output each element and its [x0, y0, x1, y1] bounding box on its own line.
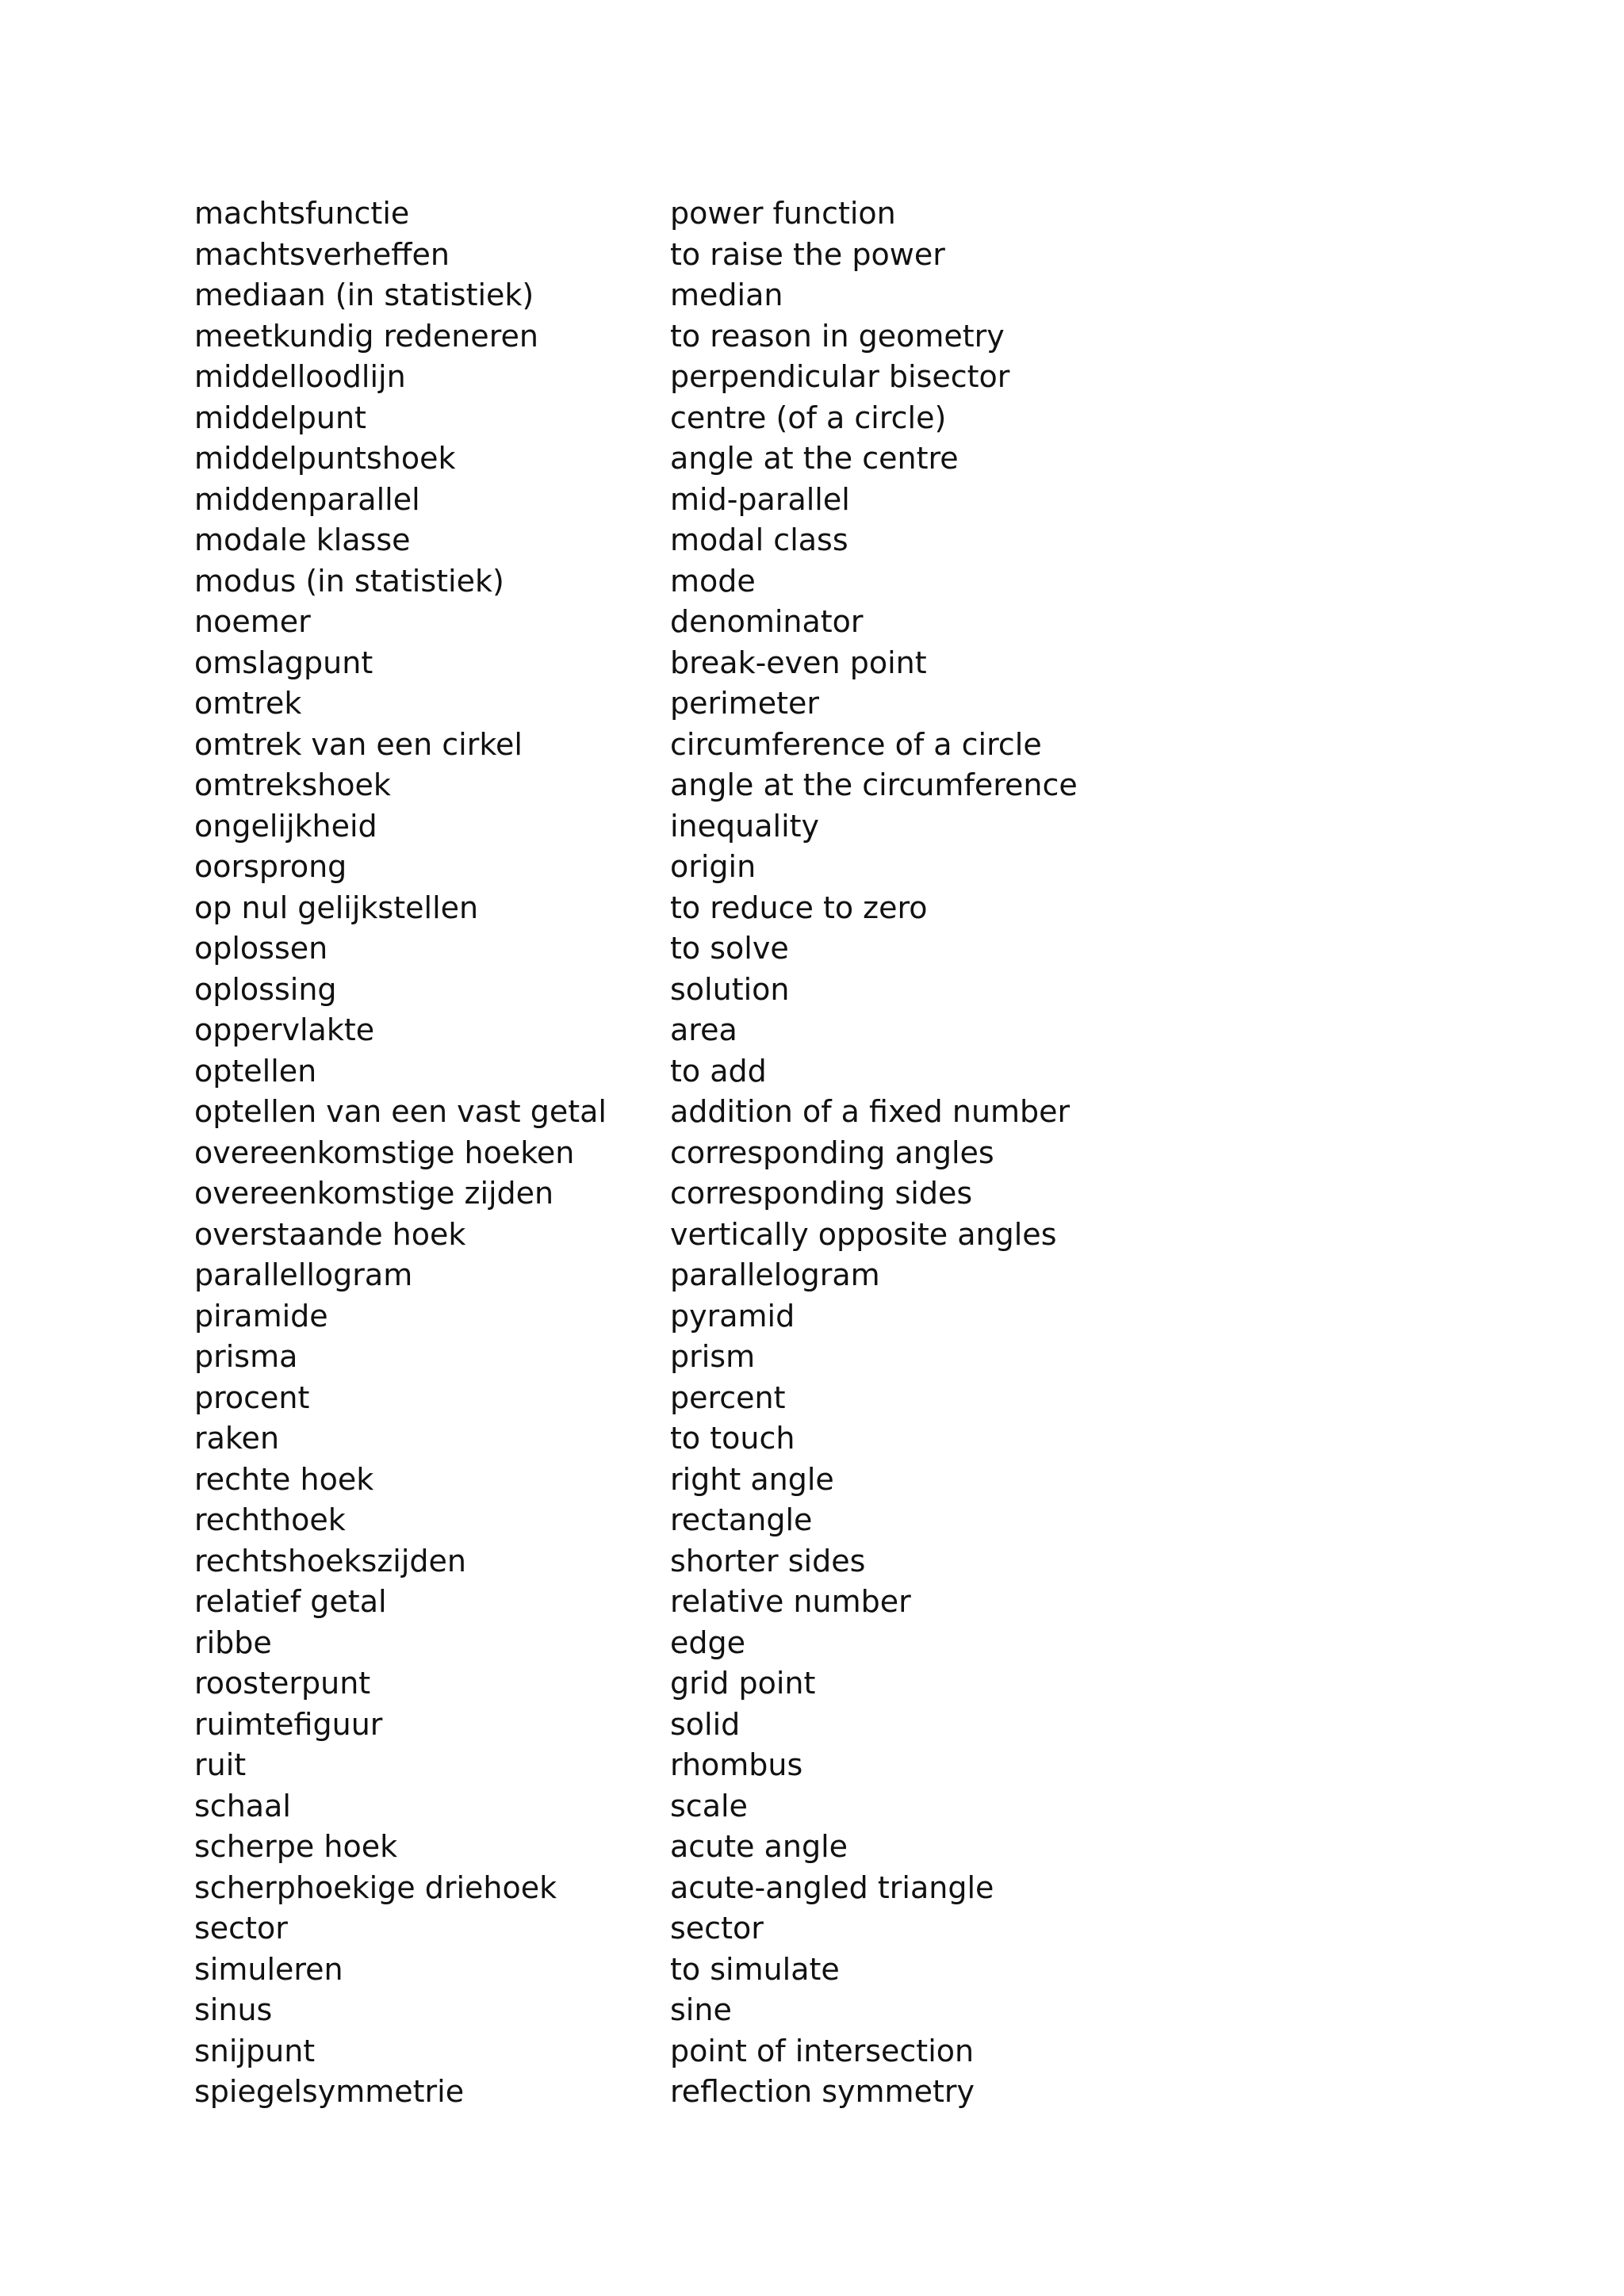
glossary-row: [194, 2031, 1463, 2072]
glossary-row: [194, 1215, 1463, 1256]
english-translation: addition of a fixed number: [670, 1094, 1071, 1129]
glossary-row: [194, 1582, 1463, 1623]
english-translation: parallelogram: [670, 1257, 880, 1292]
english-translation: edge: [670, 1624, 745, 1660]
glossary-row: [194, 1337, 1463, 1378]
glossary-row: [194, 888, 1463, 929]
dutch-term: sinus: [194, 1992, 273, 2027]
english-translation: angle at the circumference: [670, 767, 1078, 802]
english-translation: mid-parallel: [670, 481, 850, 517]
english-translation: corresponding angles: [670, 1135, 994, 1170]
dutch-term: meetkundig redeneren: [194, 318, 538, 354]
dutch-term: omtrekshoek: [194, 767, 391, 802]
english-translation: rectangle: [670, 1502, 813, 1537]
dutch-term: piramide: [194, 1298, 328, 1334]
glossary-row: [194, 1051, 1463, 1093]
english-translation: prism: [670, 1339, 756, 1374]
dutch-term: oorsprong: [194, 849, 347, 884]
glossary-row: [194, 1092, 1463, 1133]
dutch-term: roosterpunt: [194, 1666, 371, 1701]
english-translation: acute angle: [670, 1829, 848, 1864]
english-translation: vertically opposite angles: [670, 1216, 1057, 1252]
dutch-term: spiegelsymmetrie: [194, 2074, 465, 2109]
english-translation: to reason in geometry: [670, 318, 1005, 354]
glossary-row: [194, 1623, 1463, 1664]
glossary-row: [194, 1950, 1463, 1991]
dutch-term: ruimtefiguur: [194, 1706, 383, 1742]
glossary-row: [194, 1255, 1463, 1296]
english-translation: rhombus: [670, 1747, 803, 1782]
glossary-row: [194, 643, 1463, 684]
glossary-row: [194, 1500, 1463, 1541]
glossary-row: [194, 1908, 1463, 1950]
dutch-term: scherphoekige driehoek: [194, 1869, 557, 1905]
glossary-row: [194, 275, 1463, 316]
english-translation: to add: [670, 1053, 767, 1089]
dutch-term: sector: [194, 1911, 288, 1946]
glossary-row: [194, 193, 1463, 235]
dutch-term: middelpuntshoek: [194, 441, 456, 476]
dutch-term: noemer: [194, 604, 311, 639]
english-translation: sector: [670, 1911, 764, 1946]
glossary-row: [194, 561, 1463, 603]
english-translation: to simulate: [670, 1951, 840, 1987]
glossary-row: [194, 480, 1463, 521]
glossary-row: [194, 683, 1463, 725]
english-translation: right angle: [670, 1461, 834, 1497]
dutch-term: machtsfunctie: [194, 196, 410, 231]
english-translation: acute-angled triangle: [670, 1869, 994, 1905]
dutch-term: rechthoek: [194, 1502, 346, 1537]
dutch-term: rechtshoekszijden: [194, 1543, 467, 1578]
english-translation: perimeter: [670, 686, 819, 721]
dutch-term: procent: [194, 1380, 310, 1415]
dutch-term: optellen van een vast getal: [194, 1094, 607, 1129]
glossary-row: [194, 928, 1463, 970]
dutch-term: middelloodlijn: [194, 359, 406, 394]
english-translation: point of intersection: [670, 2033, 975, 2068]
glossary-row: [194, 1663, 1463, 1705]
english-translation: to raise the power: [670, 236, 945, 272]
glossary-row: [194, 1541, 1463, 1582]
english-translation: power function: [670, 196, 896, 231]
dutch-term: prisma: [194, 1339, 298, 1374]
glossary-row: [194, 235, 1463, 276]
english-translation: centre (of a circle): [670, 400, 947, 435]
english-translation: inequality: [670, 808, 820, 844]
english-translation: mode: [670, 563, 756, 599]
english-translation: relative number: [670, 1584, 911, 1619]
glossary-row: [194, 1418, 1463, 1460]
dutch-term: raken: [194, 1421, 280, 1456]
glossary-row: [194, 1460, 1463, 1501]
glossary-row: [194, 1745, 1463, 1786]
glossary-row: [194, 970, 1463, 1011]
dutch-term: ongelijkheid: [194, 808, 377, 844]
english-translation: grid point: [670, 1666, 816, 1701]
english-translation: median: [670, 277, 783, 312]
english-translation: perpendicular bisector: [670, 359, 1010, 394]
dutch-term: modus (in statistiek): [194, 563, 504, 599]
glossary-row: [194, 398, 1463, 439]
english-translation: percent: [670, 1380, 786, 1415]
english-translation: reflection symmetry: [670, 2074, 975, 2109]
english-translation: corresponding sides: [670, 1176, 973, 1211]
english-translation: area: [670, 1012, 737, 1047]
glossary-row: [194, 725, 1463, 766]
dutch-term: oppervlakte: [194, 1012, 375, 1047]
glossary-row: [194, 1173, 1463, 1215]
english-translation: to reduce to zero: [670, 890, 928, 925]
dutch-term: oplossing: [194, 971, 337, 1007]
glossary-row: [194, 1786, 1463, 1827]
english-translation: denominator: [670, 604, 864, 639]
english-translation: shorter sides: [670, 1543, 866, 1578]
english-translation: to touch: [670, 1421, 795, 1456]
dutch-term: modale klasse: [194, 522, 411, 557]
glossary-row: [194, 1296, 1463, 1337]
english-translation: pyramid: [670, 1298, 795, 1334]
glossary-row: [194, 316, 1463, 358]
english-translation: scale: [670, 1788, 748, 1823]
glossary-row: [194, 438, 1463, 480]
glossary-list: [194, 193, 1463, 2113]
dutch-term: scherpe hoek: [194, 1829, 398, 1864]
english-translation: solid: [670, 1706, 741, 1742]
glossary-row: [194, 2072, 1463, 2113]
dutch-term: omtrek van een cirkel: [194, 726, 523, 762]
english-translation: angle at the centre: [670, 441, 959, 476]
dutch-term: relatief getal: [194, 1584, 387, 1619]
dutch-term: middelpunt: [194, 400, 366, 435]
dutch-term: middenparallel: [194, 481, 420, 517]
dutch-term: snijpunt: [194, 2033, 316, 2068]
dutch-term: overeenkomstige zijden: [194, 1176, 554, 1211]
english-translation: to solve: [670, 931, 789, 966]
dutch-term: overeenkomstige hoeken: [194, 1135, 575, 1170]
dutch-term: simuleren: [194, 1951, 343, 1987]
glossary-row: [194, 1133, 1463, 1174]
english-translation: sine: [670, 1992, 732, 2027]
english-translation: modal class: [670, 522, 848, 557]
dutch-term: machtsverheffen: [194, 236, 450, 272]
english-translation: origin: [670, 849, 756, 884]
dutch-term: mediaan (in statistiek): [194, 277, 534, 312]
dutch-term: omslagpunt: [194, 645, 373, 680]
dutch-term: optellen: [194, 1053, 317, 1089]
glossary-row: [194, 1868, 1463, 1909]
glossary-row: [194, 1378, 1463, 1419]
glossary-row: [194, 602, 1463, 643]
glossary-row: [194, 806, 1463, 848]
glossary-row: [194, 1990, 1463, 2031]
glossary-row: [194, 847, 1463, 888]
glossary-row: [194, 357, 1463, 398]
dutch-term: op nul gelijkstellen: [194, 890, 479, 925]
dutch-term: ruit: [194, 1747, 247, 1782]
dutch-term: rechte hoek: [194, 1461, 374, 1497]
dutch-term: schaal: [194, 1788, 291, 1823]
glossary-row: [194, 1010, 1463, 1051]
dutch-term: parallellogram: [194, 1257, 413, 1292]
glossary-row: [194, 765, 1463, 806]
english-translation: break-even point: [670, 645, 927, 680]
english-translation: solution: [670, 971, 790, 1007]
glossary-row: [194, 520, 1463, 561]
dutch-term: ribbe: [194, 1624, 272, 1660]
glossary-row: [194, 1827, 1463, 1868]
dutch-term: overstaande hoek: [194, 1216, 466, 1252]
english-translation: circumference of a circle: [670, 726, 1042, 762]
dutch-term: oplossen: [194, 931, 328, 966]
glossary-row: [194, 1705, 1463, 1746]
dutch-term: omtrek: [194, 686, 302, 721]
